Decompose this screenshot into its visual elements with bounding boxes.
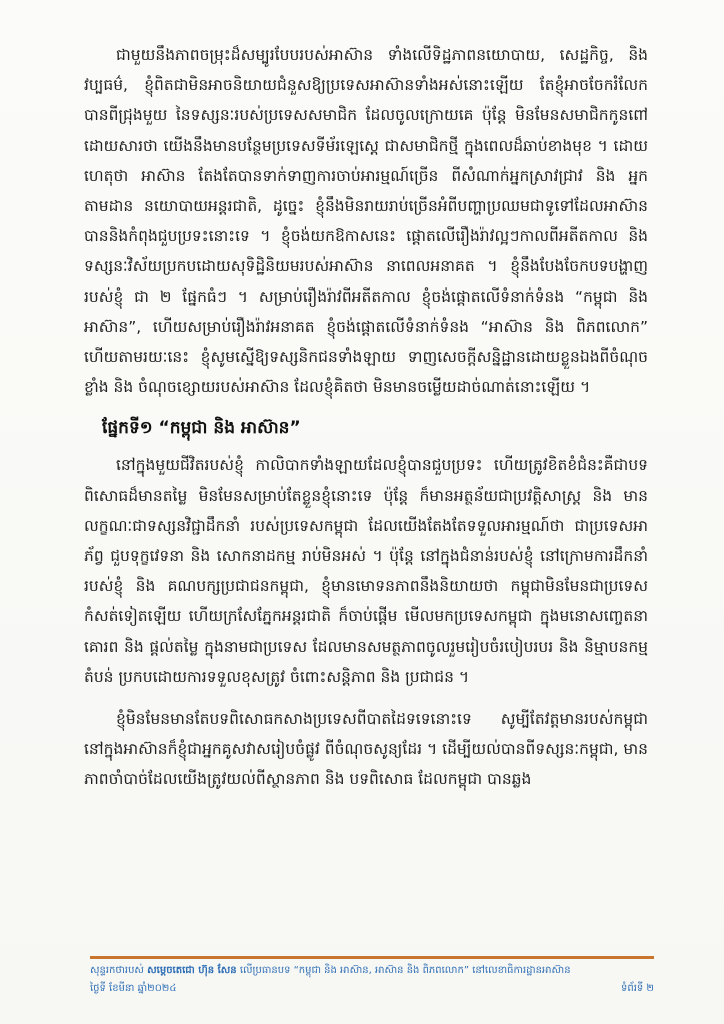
page-content bbox=[84, 40, 648, 940]
footer-speaker-name: សម្តេចតេជោ ហ៊ុន សែន bbox=[147, 965, 237, 976]
page-footer bbox=[90, 962, 654, 998]
body-paragraph-2: នៅក្នុងមួយជីវិតរបស់ខ្ញុំ កាលិបាកទាំងឡាយដែលខ្ញុំបានជួបប្រទះ ហើយត្រូវខិតខំជំនះគឺជាបទពិសោធដ៏មានតម្លៃ មិនមែនសម្រាប់តែខ្លួនខ្ញុំនោះទេ ប៉ុន្តែ ក៏មានអត្ថន័យជាប្រវត្តិសាស្ត្រ និង មានលក្ខណៈជាទស្សនវិជ្ជាដឹកនាំ របស់ប្រទេសកម្ពុជា ដែលយើងតែងតែទទួលអារម្មណ៍ថា ជាប្រទេសអាភ័ព្វ ជួបទុក្ខវេទនា និង សោកនាដកម្ម រាប់មិនអស់ ។ ប៉ុន្តែ នៅក្នុងជំនាន់របស់ខ្ញុំ នៅក្រោមការដឹកនាំរបស់ខ្ញុំ និង គណបក្សប្រជាជនកម្ពុជា, ខ្ញុំមានមោទនភាពនឹងនិយាយថា កម្ពុជាមិនមែនជាប្រទេសកំសត់ទៀតឡើយ ហើយក្រសែភ្នែកអន្តរជាតិ ក៏ចាប់ផ្តើម មើលមកប្រទេសកម្ពុជា ក្នុងមនោសញ្ចេតនាគោរព និង ផ្តល់តម្លៃ ក្នុងនាមជាប្រទេស ដែលមានសមត្ថភាពចូលរួមរៀបចំរបៀបរបរ និង និម្មាបនកម្មតំបន់ ប្រកបដោយការទទួលខុសត្រូវ ចំពោះសន្តិភាព និង ប្រជាជន ។ bbox=[84, 456, 648, 686]
section-heading: ផ្នែកទី១ “កម្ពុជា និង អាស៊ាន” bbox=[102, 418, 301, 439]
body-paragraph-3: ខ្ញុំមិនមែនមានតែបទពិសោធកសាងប្រទេសពីបាតដៃទទេនោះទេ សូម្បីតែវត្តមានរបស់កម្ពុជា នៅក្នុងអាស៊ានក៏ខ្ញុំជាអ្នកគូសវាសរៀបចំផ្លូវ ពីចំណុចសូន្យដែរ ។ ដើម្បីយល់បានពីទស្សនៈកម្ពុជា, មានភាពចាំបាច់ដែលយើងត្រូវយល់ពីស្ថានភាព និង បទពិសោធ ដែលកម្ពុជា បានឆ្លង bbox=[84, 710, 648, 789]
footer-topic: លើប្រធានបទ “កម្ពុជា និង អាស៊ាន, អាស៊ាន និង ពិភពលោក” នៅលេខាធិការដ្ឋានអាស៊ាន bbox=[239, 965, 571, 976]
page-number: ទំព័រទី ២ bbox=[621, 983, 654, 994]
footer-meta bbox=[90, 980, 654, 998]
footer-date: ថ្ងៃទី ខែមីនា ឆ្នាំ២០២៤ bbox=[90, 983, 177, 994]
footer-prefix: សុន្ទរកថារបស់ bbox=[90, 965, 144, 976]
footer-speech-title bbox=[90, 962, 654, 980]
footer-divider bbox=[90, 956, 654, 959]
body-paragraph-1: ជាមួយនឹងភាពចម្រុះដ៏សម្បូរបែបរបស់អាស៊ាន ទាំងលើទិដ្ឋភាពនយោបាយ, សេដ្ឋកិច្ច, និង វប្បធម៌, ខ្ញុំពិតជាមិនអាចនិយាយជំនួសឱ្យប្រទេសអាស៊ានទាំងអស់នោះឡើយ តែខ្ញុំអាចចែករំលែកបានពីជ្រុងមួយ នៃទស្សនៈរបស់ប្រទេសសមាជិក ដែលចូលក្រោយគេ ប៉ុន្តែ មិនមែនសមាជិកកូនពៅ ដោយសារថា យើងនឹងមានបន្ថែមប្រទេសទីម័រឡេស្តេ ជាសមាជិកថ្មី ក្នុងពេលដ៏ឆាប់ខាងមុខ ។ ដោយហេតុថា អាស៊ាន តែងតែបានទាក់ទាញការចាប់អារម្មណ៍ច្រើន ពីសំណាក់អ្នកស្រាវជ្រាវ និង អ្នកតាមដាន នយោបាយអន្តរជាតិ, ដូច្នេះ ខ្ញុំនឹងមិនរាយរាប់ច្រើនអំពីបញ្ហាប្រឈមជាទូទៅដែលអាស៊ាន បាននិងកំពុងជួបប្រទះនោះទេ ។ ខ្ញុំចង់យកឱកាសនេះ ផ្តោតលើរឿងរ៉ាវល្អៗកាលពីអតីតកាល និង ទស្សនៈវិស័យប្រកបដោយសុទិដ្ឋិនិយមរបស់អាស៊ាន នាពេលអនាគត ។ ខ្ញុំនឹងបែងចែកបទបង្ហាញរបស់ខ្ញុំ ជា ២ ផ្នែកធំៗ ។ សម្រាប់រឿងរ៉ាវពីអតីតកាល ខ្ញុំចង់ផ្តោតលើទំនាក់ទំនង “កម្ពុជា និង អាស៊ាន”, ហើយសម្រាប់រឿងរ៉ាវអនាគត ខ្ញុំចង់ផ្តោតលើទំនាក់ទំនង “អាស៊ាន និង ពិភពលោក” ហើយតាមរយៈនេះ ខ្ញុំសូមស្នើឱ្យទស្សនិកជនទាំងឡាយ ទាញសេចក្តីសន្និដ្ឋានដោយខ្លួនឯងពីចំណុចខ្លាំង និង ចំណុចខ្សោយរបស់អាស៊ាន ដែលខ្ញុំគិតថា មិនមានចម្លើយដាច់ណាត់នោះឡើយ ។ bbox=[84, 46, 648, 397]
